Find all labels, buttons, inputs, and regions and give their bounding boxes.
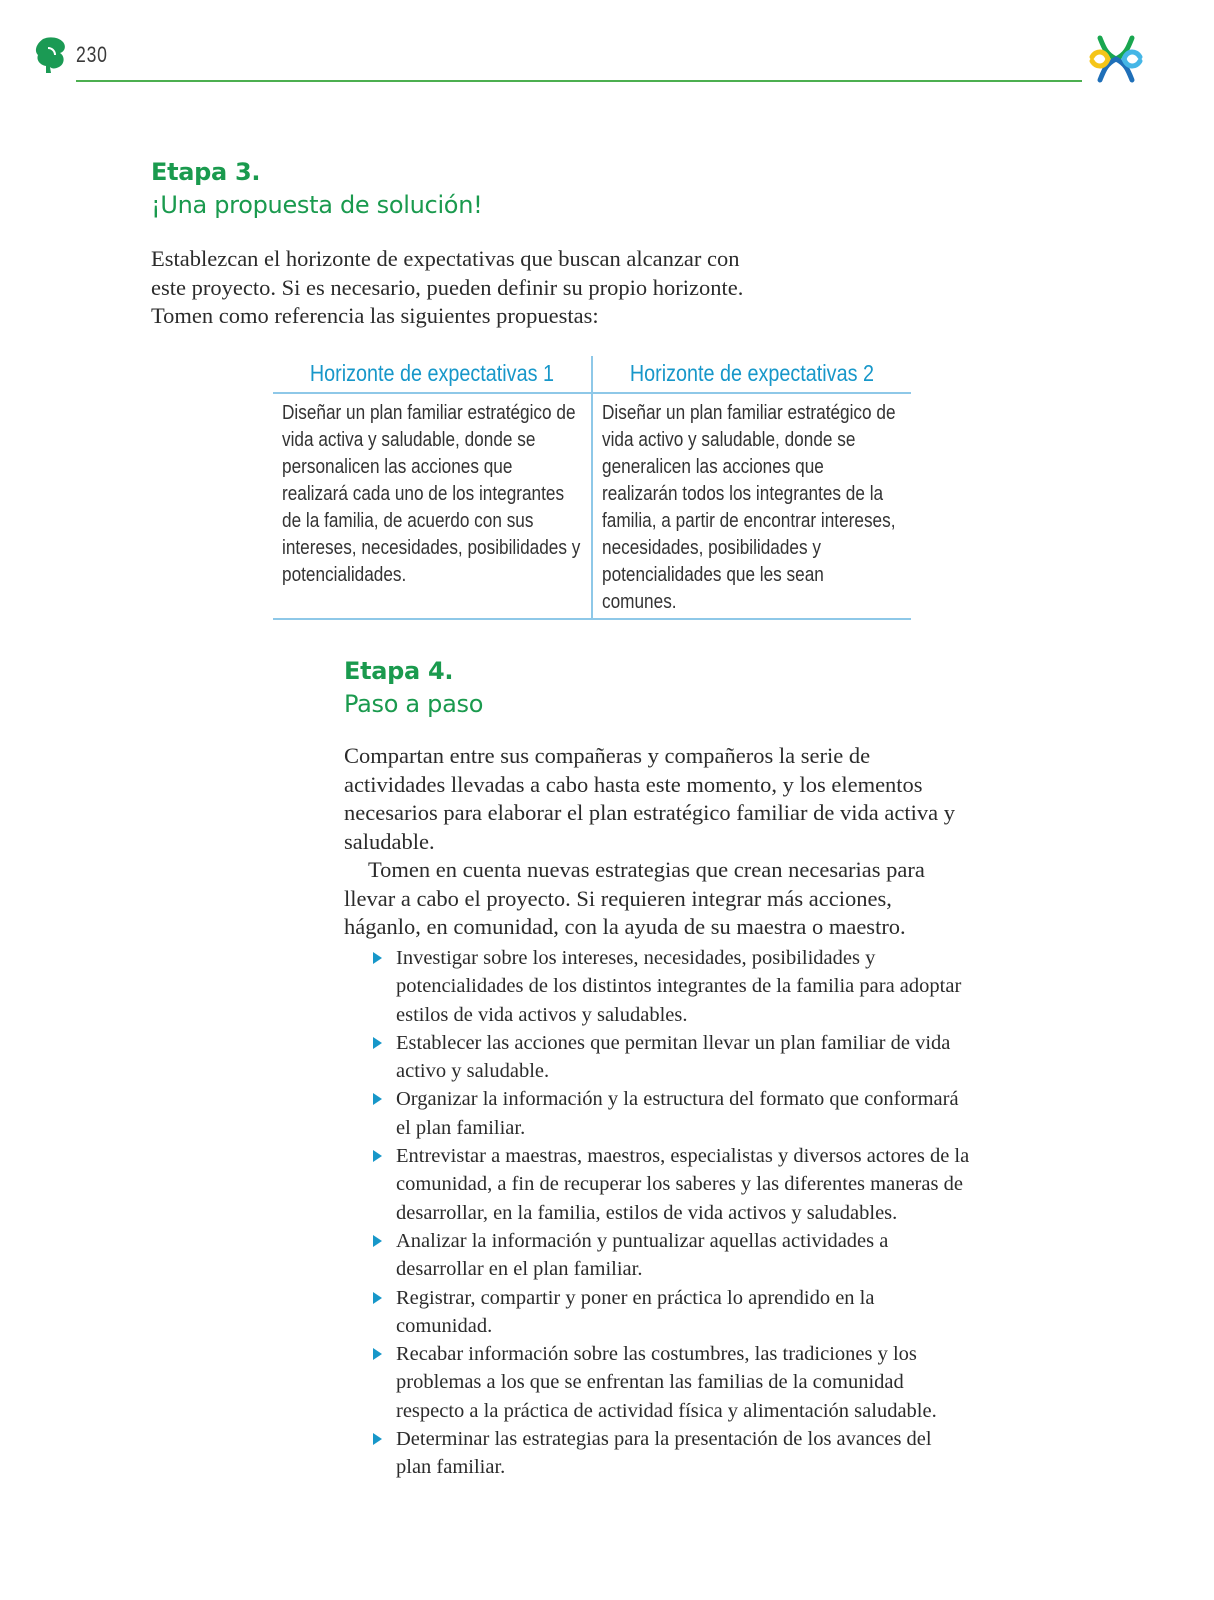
stage-4-paragraph-1: Compartan entre sus compañeras y compañeros la serie de actividades llevadas a cabo hasta este momento, y los elementos necesarios para elaborar el plan estratégico familiar de vida activa y saludable. [344, 743, 955, 854]
expectations-column-2 [591, 356, 911, 620]
activity-list [370, 944, 970, 1482]
stage-3-intro: Establezcan el horizonte de expectativas que buscan alcanzar con este proyecto. Si es necesario, pueden definir su propio horizonte. Tomen como referencia las siguientes propuestas: [151, 246, 744, 328]
expectations-text-2: Diseñar un plan familiar estratégico de vida activo y saludable, donde se generalicen las acciones que realizarán todos los integrantes de la familia, a partir de encontrar intereses, necesidades, posibilidades y potencialidades que les sean comunes. [602, 402, 896, 613]
list-item: Recabar información sobre las costumbres, las tradiciones y los problemas a los que se enfrentan las familias de la comunidad respecto a la práctica de actividad física y alimentación saludable. [370, 1340, 970, 1425]
table-divider [593, 392, 911, 394]
stage-4-title: Etapa 4. [344, 657, 454, 685]
green-plant-icon [34, 36, 68, 74]
expectations-title-2: Horizonte de expectativas 2 [629, 360, 875, 386]
table-divider [273, 618, 591, 620]
project-logo-icon [1086, 30, 1146, 88]
triangle-bullet-icon [373, 1150, 382, 1162]
list-item: Establecer las acciones que permitan llevar un plan familiar de vida activo y saludable. [370, 1029, 970, 1086]
stage-3-heading [151, 156, 482, 222]
triangle-bullet-icon [373, 1093, 382, 1105]
list-item: Organizar la información y la estructura del formato que conformará el plan familiar. [370, 1085, 970, 1142]
page-number: 230 [76, 42, 108, 67]
stage-4-intro [344, 742, 964, 942]
list-item: Analizar la información y puntualizar aquellas actividades a desarrollar en el plan familiar. [370, 1227, 970, 1284]
stage-4-subtitle: Paso a paso [344, 690, 484, 718]
triangle-bullet-icon [373, 1235, 382, 1247]
expectations-title-1: Horizonte de expectativas 1 [309, 360, 555, 386]
table-divider [273, 392, 591, 394]
triangle-bullet-icon [373, 1037, 382, 1049]
stage-4-paragraph-2: Tomen en cuenta nuevas estrategias que crean necesarias para llevar a cabo el proyecto. Si requieren integrar más acciones, háganlo, en comunidad, con la ayuda de su maestra o maestro. [344, 857, 925, 939]
triangle-bullet-icon [373, 1292, 382, 1304]
list-item: Determinar las estrategias para la presentación de los avances del plan familiar. [370, 1425, 970, 1482]
list-item: Entrevistar a maestras, maestros, especialistas y diversos actores de la comunidad, a fin de recuperar los saberes y las diferentes maneras de desarrollar, en la familia, estilos de vida activos y saludables. [370, 1142, 970, 1227]
expectations-column-1 [273, 356, 591, 620]
triangle-bullet-icon [373, 1348, 382, 1360]
stage-4-heading [344, 655, 483, 721]
stage-3-title: Etapa 3. [151, 158, 261, 186]
list-item: Registrar, compartir y poner en práctica lo aprendido en la comunidad. [370, 1284, 970, 1341]
table-divider [593, 618, 911, 620]
triangle-bullet-icon [373, 952, 382, 964]
expectations-table [273, 356, 909, 620]
header-divider [76, 80, 1082, 82]
stage-3-subtitle: ¡Una propuesta de solución! [151, 191, 483, 219]
list-item: Investigar sobre los intereses, necesidades, posibilidades y potencialidades de los distintos integrantes de la familia para adoptar estilos de vida activos y saludables. [370, 944, 970, 1029]
expectations-text-1: Diseñar un plan familiar estratégico de vida activa y saludable, donde se personalicen las acciones que realizará cada uno de los integrantes de la familia, de acuerdo con sus intereses, necesidades, posibilidades y potencialidades. [282, 402, 581, 586]
triangle-bullet-icon [373, 1433, 382, 1445]
